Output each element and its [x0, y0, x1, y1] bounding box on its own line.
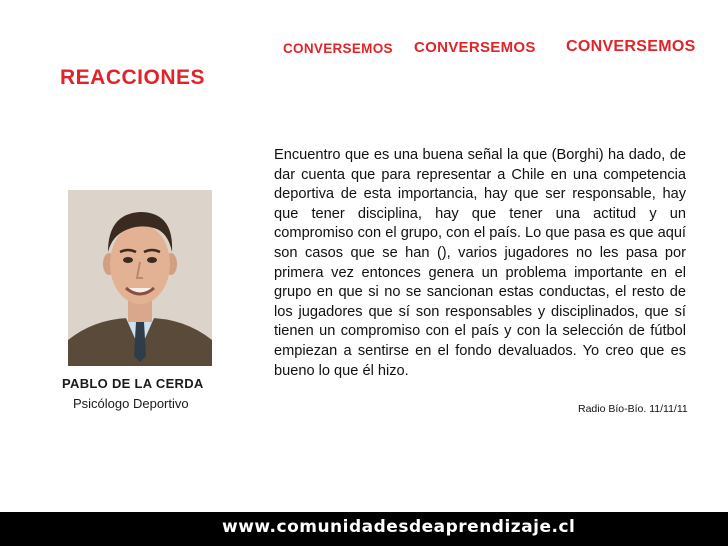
portrait-illustration — [68, 190, 212, 366]
footer-bar — [0, 512, 728, 546]
page-title: REACCIONES — [60, 66, 206, 89]
quote-text: Encuentro que es una buena señal la que (Borghi) ha dado, de dar cuenta que para representar a Chile en una competencia deportiva de esta importancia, hay que ser responsable, hay que tener disciplina, hay que tener una actitud y un compromiso con el grupo, con el país. Lo que pasa es que aquí son casos que se han (), varios jugadores no les pasa por primera vez entonces genera un problema importante en el grupo en que si no se sancionan estas conductas, el resto de los jugadores que sí son responsables y disciplinados, que sí tienen un compromiso con el país y con la selección de fútbol empiezan a sentirse en el fondo devaluados. Yo creo que es bueno lo que él hizo. — [274, 147, 686, 379]
conversemos-heading-large: CONVERSEMOS — [566, 38, 696, 55]
conversemos-heading-medium: CONVERSEMOS — [414, 39, 536, 56]
footer-url[interactable]: www.comunidadesdeaprendizaje.cl — [222, 517, 576, 537]
person-name: PABLO DE LA CERDA — [62, 376, 204, 391]
conversemos-heading-small: CONVERSEMOS — [283, 41, 393, 56]
quote-source: Radio Bío-Bío. 11/11/11 — [578, 403, 688, 415]
portrait-photo — [68, 190, 212, 366]
person-role: Psicólogo Deportivo — [73, 396, 189, 411]
